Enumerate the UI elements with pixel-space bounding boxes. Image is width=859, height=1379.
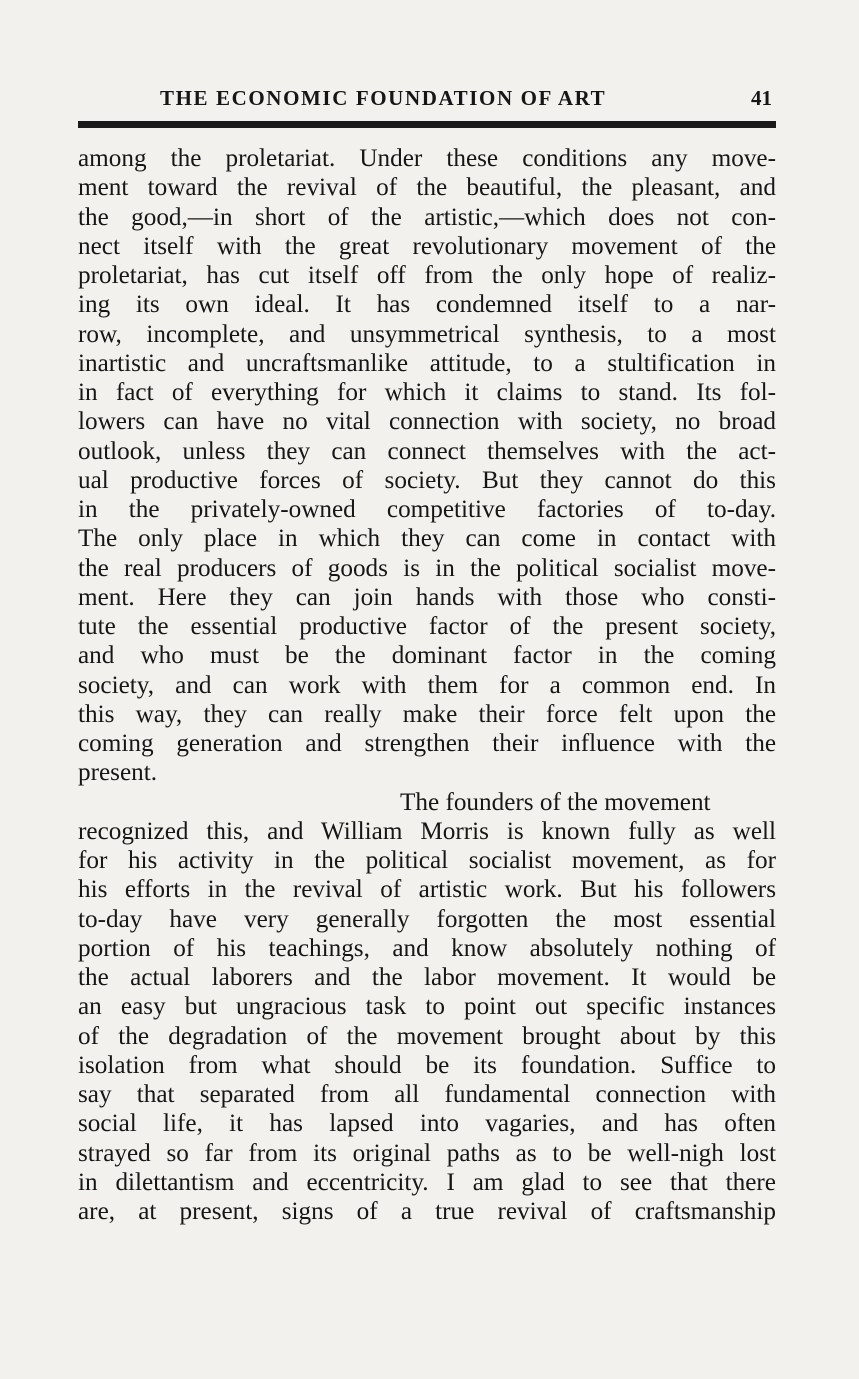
- text-line: outlook, unless they can connect themselves with the act-: [78, 437, 776, 465]
- text-line: for his activity in the political socialist movement, as for: [78, 847, 776, 874]
- text-line: nect itself with the great revolutionary movement of the: [78, 232, 776, 260]
- text-line: his efforts in the revival of artistic work. But his followers: [78, 876, 776, 904]
- text-line: lowers can have no vital connection with society, no broad: [78, 408, 776, 436]
- body-text: [78, 144, 776, 1226]
- text-line: coming generation and strengthen their influence with the: [78, 730, 776, 757]
- text-line: portion of his teachings, and know absolutely nothing of: [78, 934, 776, 962]
- text-line-paragraph-end: present.: [78, 759, 158, 787]
- header-rule: [78, 121, 776, 128]
- text-line: are, at present, signs of a true revival of craftsmanship: [78, 1198, 776, 1225]
- text-line: tute the essential productive factor of the present society,: [78, 613, 776, 640]
- text-line: of the degradation of the movement brought about by this: [78, 1022, 776, 1050]
- text-line: society, and can work with them for a common end. In: [78, 671, 776, 699]
- text-line: an easy but ungracious task to point out specific instances: [78, 993, 776, 1021]
- text-line: the actual laborers and the labor movement. It would be: [78, 964, 776, 991]
- text-line: strayed so far from its original paths as to be well-nigh lost: [78, 1139, 776, 1167]
- text-line: the good,—in short of the artistic,—which does not con-: [78, 203, 776, 231]
- text-line: to-day have very generally forgotten the most essential: [78, 905, 776, 933]
- text-line: among the proletariat. Under these conditions any move-: [78, 145, 776, 172]
- text-line: ment. Here they can join hands with those who consti-: [78, 583, 776, 611]
- running-head: [78, 86, 776, 116]
- text-line: recognized this, and William Morris is known fully as well: [78, 817, 776, 845]
- text-line: inartistic and uncraftsmanlike attitude, to a stultification in: [78, 349, 776, 377]
- running-title: THE ECONOMIC FOUNDATION OF ART: [160, 86, 607, 110]
- text-line: proletariat, has cut itself off from the only hope of realiz-: [78, 262, 776, 289]
- text-line: ing its own ideal. It has condemned itself to a nar-: [78, 291, 776, 319]
- text-line: and who must be the dominant factor in the coming: [78, 642, 776, 670]
- text-line: in dilettantism and eccentricity. I am glad to see that there: [78, 1168, 776, 1196]
- text-line: The only place in which they can come in contact with: [78, 525, 776, 553]
- text-line-paragraph-start: The founders of the movement: [400, 788, 711, 816]
- text-line: say that separated from all fundamental connection with: [78, 1081, 776, 1108]
- text-line: row, incomplete, and unsymmetrical synthesis, to a most: [78, 320, 776, 348]
- page-number: 41: [751, 86, 772, 110]
- text-line: this way, they can really make their force felt upon the: [78, 700, 776, 728]
- text-line: ual productive forces of society. But they cannot do this: [78, 466, 776, 494]
- text-line: isolation from what should be its foundation. Suffice to: [78, 1051, 776, 1079]
- text-line: the real producers of goods is in the political socialist move-: [78, 554, 776, 582]
- text-line: social life, it has lapsed into vagaries, and has often: [78, 1110, 776, 1138]
- text-line: ment toward the revival of the beautiful, the pleasant, and: [78, 174, 776, 202]
- text-line: in fact of everything for which it claims to stand. Its fol-: [78, 379, 776, 406]
- text-line: in the privately-owned competitive factories of to-day.: [78, 496, 776, 523]
